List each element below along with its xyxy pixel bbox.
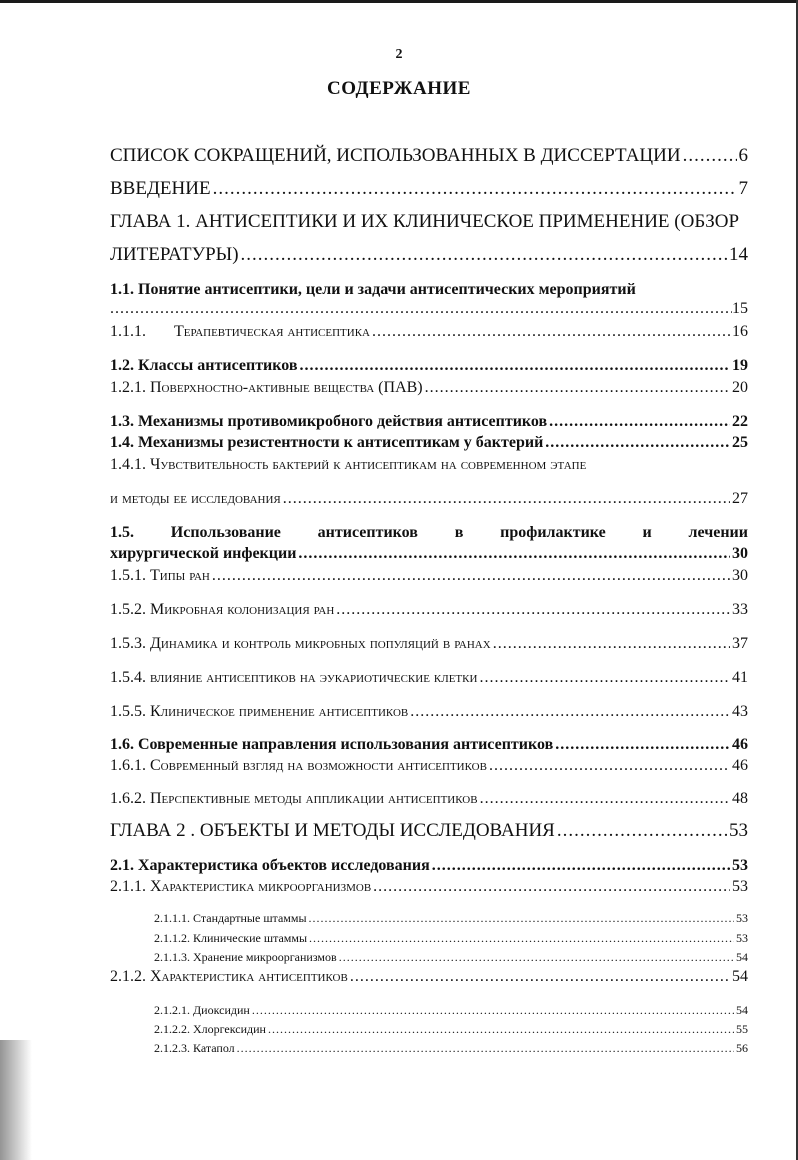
leader-dots (545, 434, 730, 452)
leader-dots (110, 300, 732, 318)
leader-dots (309, 931, 734, 946)
toc-entry-number: 1.1.1. (110, 323, 146, 340)
leader-dots (432, 857, 730, 875)
toc-word: 1.5. (110, 524, 134, 541)
leader-dots (268, 1022, 734, 1037)
leader-dots (479, 669, 730, 687)
leader-dots (350, 968, 730, 986)
toc-entry-page: 54 (736, 1003, 748, 1017)
toc-entry-label-continued: и методы ее исследования (110, 490, 281, 507)
leader-dots (373, 878, 730, 896)
toc-entry-label-continued: хирургической инфекции (110, 545, 297, 562)
page-title: СОДЕРЖАНИЕ (327, 78, 471, 99)
toc-word: в (454, 524, 464, 541)
toc-entry-label: 1.5.3. Динамика и контроль микробных популяций в ранах (110, 635, 491, 652)
toc-entry (110, 545, 748, 563)
toc-entry-page: 53 (732, 878, 748, 895)
toc-entry-label: 1.1. Понятие антисептики, цели и задачи антисептических мероприятий (110, 281, 636, 298)
toc-entry (110, 790, 748, 808)
toc-entry-label: 1.6.2. Перспективные методы аппликации антисептиков (110, 790, 478, 807)
toc-entry-label-continued: ЛИТЕРАТУРЫ) (110, 244, 239, 265)
toc-entry (110, 635, 748, 653)
toc-entry (110, 413, 748, 431)
toc-entry (110, 490, 748, 508)
leader-dots (283, 490, 730, 508)
leader-dots (339, 950, 734, 965)
toc-entry-page: 46 (732, 736, 748, 753)
toc-entry (154, 950, 748, 965)
toc-entry (110, 178, 748, 200)
toc-entry-page: 14 (729, 244, 748, 265)
toc-entry-page: 56 (736, 1041, 748, 1055)
toc-entry-label: СПИСОК СОКРАЩЕНИЙ, ИСПОЛЬЗОВАННЫХ В ДИССЕРТАЦИИ (110, 145, 681, 166)
toc-entry-page: 15 (732, 300, 748, 317)
toc-entry (154, 1003, 748, 1018)
toc-entry-page: 25 (732, 434, 748, 451)
toc-entry-label: 1.3. Механизмы противомикробного действия антисептиков (110, 413, 548, 430)
toc-entry (110, 601, 748, 619)
toc-entry (110, 736, 748, 754)
leader-dots (237, 1041, 734, 1056)
toc-entry-page: 43 (732, 703, 748, 720)
toc-entry (110, 820, 748, 842)
toc-entry (110, 244, 748, 266)
toc-entry-page: 22 (732, 413, 748, 430)
page-number: 2 (395, 47, 403, 62)
leader-dots (555, 736, 730, 754)
toc-entry-label: 2.1.1.3. Хранение микроорганизмов (154, 950, 337, 964)
toc-entry-page: 53 (729, 820, 748, 841)
toc-entry-label: 1.4.1. Чувствительность бактерий к антисептикам на современном этапе (110, 456, 587, 473)
scan-shadow (0, 1040, 40, 1160)
leader-dots (683, 145, 737, 167)
toc-entry-label: 2.1.1. Характеристика микроорганизмов (110, 878, 372, 895)
toc-entry-page: 30 (732, 567, 748, 584)
toc-entry-label: ВВЕДЕНИЕ (110, 178, 211, 199)
toc-entry-page: 19 (732, 357, 748, 374)
toc-entry-label: 1.5.4. влияние антисептиков на эукариотические клетки (110, 669, 478, 686)
toc-entry-label: 1.6. Современные направления использования антисептиков (110, 736, 554, 753)
leader-dots (252, 1003, 734, 1018)
toc-entry-page: 41 (732, 669, 748, 686)
leader-dots (549, 413, 730, 431)
toc-entry-label: 1.5.5. Клиническое применение антисептиков (110, 703, 409, 720)
leader-dots (241, 244, 727, 266)
toc-entry-page: 54 (732, 968, 748, 985)
toc-entry-page: 53 (736, 911, 748, 925)
toc-entry-label: 2.1.2. Характеристика антисептиков (110, 968, 348, 985)
toc-entry-label: 2.1.2.2. Хлоргексидин (154, 1022, 266, 1036)
toc-entry-page: 54 (736, 950, 748, 964)
toc-entry-page: 55 (736, 1022, 748, 1036)
toc-entry-label: 1.5.2. Микробная колонизация ран (110, 601, 335, 618)
leader-dots (336, 601, 730, 619)
toc-entry (154, 931, 748, 946)
toc-entry (110, 357, 748, 375)
leader-dots (212, 567, 730, 585)
toc-entry-label: 2.1.1.2. Клинические штаммы (154, 931, 308, 945)
toc-entry (110, 145, 748, 167)
toc-entry-label: 1.2. Классы антисептиков (110, 357, 298, 374)
toc-entry-label: 1.5.1. Типы ран (110, 567, 210, 584)
toc-entry (110, 878, 748, 896)
toc-entry-page: 6 (738, 145, 748, 166)
toc-entry-page: 20 (732, 379, 748, 396)
toc-entry-page: 37 (732, 635, 748, 652)
leader-dots (372, 323, 730, 341)
toc-entry (154, 911, 748, 926)
toc-entry (110, 434, 748, 452)
toc-word: и (642, 524, 652, 541)
leader-dots (480, 790, 730, 808)
leader-dots (493, 635, 730, 653)
toc-entry-label: Терапевтическая антисептика (174, 323, 370, 340)
toc-word: антисептиков (317, 524, 418, 541)
toc-entry (110, 857, 748, 875)
toc-entry (154, 1041, 748, 1056)
toc-entry-label: 2.1.2.3. Катапол (154, 1041, 235, 1055)
toc-entry-label: 2.1. Характеристика объектов исследования (110, 857, 430, 874)
toc-entry (110, 669, 748, 687)
leader-dots (425, 379, 730, 397)
leader-dots (489, 757, 730, 775)
toc-entry (110, 757, 748, 775)
toc-word: лечении (688, 524, 748, 541)
toc-entry-page: 53 (736, 931, 748, 945)
toc-entry-label: ГЛАВА 2 . ОБЪЕКТЫ И МЕТОДЫ ИССЛЕДОВАНИЯ (110, 820, 555, 841)
toc-entry-page: 46 (732, 757, 748, 774)
toc-entry-page: 53 (732, 857, 748, 874)
toc-entry-label: 2.1.2.1. Диоксидин (154, 1003, 250, 1017)
toc-entry (110, 300, 748, 318)
toc-entry-label: 1.6.1. Современный взгляд на возможности антисептиков (110, 757, 487, 774)
toc-entry (154, 1022, 748, 1037)
toc-entry-page: 27 (732, 490, 748, 507)
toc-entry-page: 30 (732, 545, 748, 562)
toc-entry (110, 323, 748, 341)
toc-entry (110, 379, 748, 397)
toc-entry-page: 7 (738, 178, 748, 199)
toc-word: Использование (170, 524, 281, 541)
leader-dots (213, 178, 737, 200)
leader-dots (300, 357, 730, 375)
toc-entry-page: 48 (732, 790, 748, 807)
toc-word: профилактике (500, 524, 606, 541)
leader-dots (309, 911, 734, 926)
toc-entry (110, 567, 748, 585)
toc-entry (110, 968, 748, 986)
scan-top-edge (0, 0, 798, 3)
toc-entry-label: 1.2.1. Поверхностно-активные вещества (ПАВ) (110, 379, 423, 396)
toc-entry-label: 1.4. Механизмы резистентности к антисептикам у бактерий (110, 434, 544, 451)
toc-entry (110, 703, 748, 721)
leader-dots (557, 820, 727, 842)
toc-entry-label: ГЛАВА 1. АНТИСЕПТИКИ И ИХ КЛИНИЧЕСКОЕ ПРИМЕНЕНИЕ (ОБЗОР (110, 211, 740, 232)
toc-entry-label: 2.1.1.1. Стандартные штаммы (154, 911, 307, 925)
toc-entry-page: 33 (732, 601, 748, 618)
leader-dots (410, 703, 730, 721)
toc-entry-label (110, 524, 748, 542)
leader-dots (298, 545, 730, 563)
toc-entry-page: 16 (732, 323, 748, 340)
